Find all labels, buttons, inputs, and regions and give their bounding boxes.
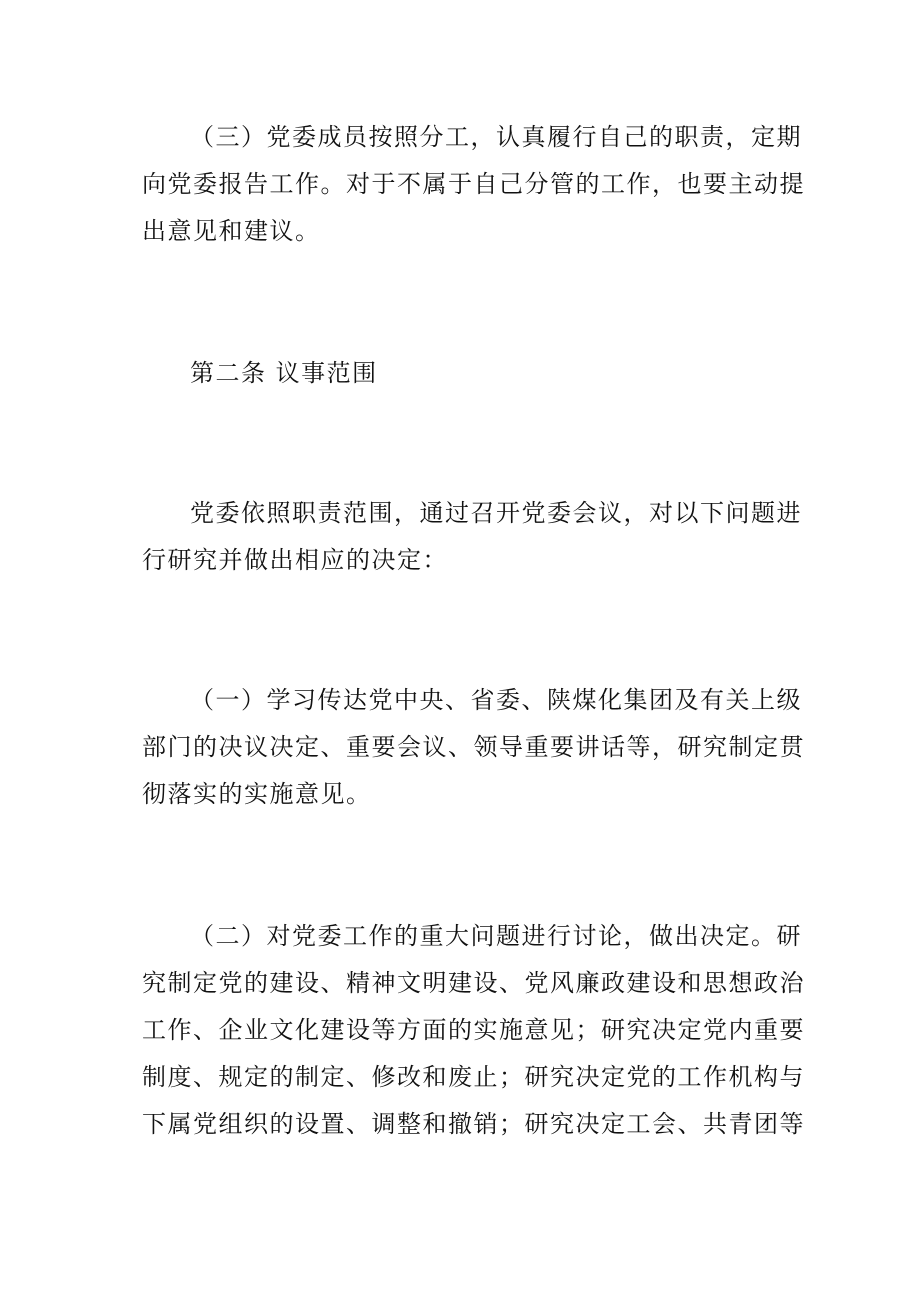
text-line: （二）对党委工作的重大问题进行讨论，做出决定。研 bbox=[190, 922, 802, 950]
text-line: 党委依照职责范围，通过召开党委会议，对以下问题进 bbox=[190, 499, 802, 527]
paragraph-party-members-duties bbox=[142, 114, 805, 255]
text-line: 究制定党的建设、精神文明建设、党风廉政建设和思想政治 bbox=[142, 969, 805, 997]
text-line: 下属党组织的设置、调整和撤销；研究决定工会、共青团等 bbox=[142, 1110, 805, 1138]
text-line: （三）党委成员按照分工，认真履行自己的职责，定期 bbox=[190, 123, 802, 151]
text-line: （一）学习传达党中央、省委、陕煤化集团及有关上级 bbox=[190, 686, 802, 714]
text-line: 出意见和建议。 bbox=[142, 217, 321, 245]
text-line: 向党委报告工作。对于不属于自己分管的工作，也要主动提 bbox=[142, 170, 805, 198]
paragraph-item-one bbox=[142, 677, 805, 818]
text-line: 彻落实的实施意见。 bbox=[142, 780, 372, 808]
paragraph-scope-intro bbox=[142, 490, 802, 584]
section-heading: 第二条 议事范围 bbox=[190, 359, 378, 387]
paragraph-item-two bbox=[142, 913, 805, 1148]
text-line: 行研究并做出相应的决定： bbox=[142, 546, 448, 574]
text-line: 制度、规定的制定、修改和废止；研究决定党的工作机构与 bbox=[142, 1063, 805, 1091]
text-line: 部门的决议决定、重要会议、领导重要讲话等，研究制定贯 bbox=[142, 733, 805, 761]
text-line: 工作、企业文化建设等方面的实施意见；研究决定党内重要 bbox=[142, 1016, 805, 1044]
